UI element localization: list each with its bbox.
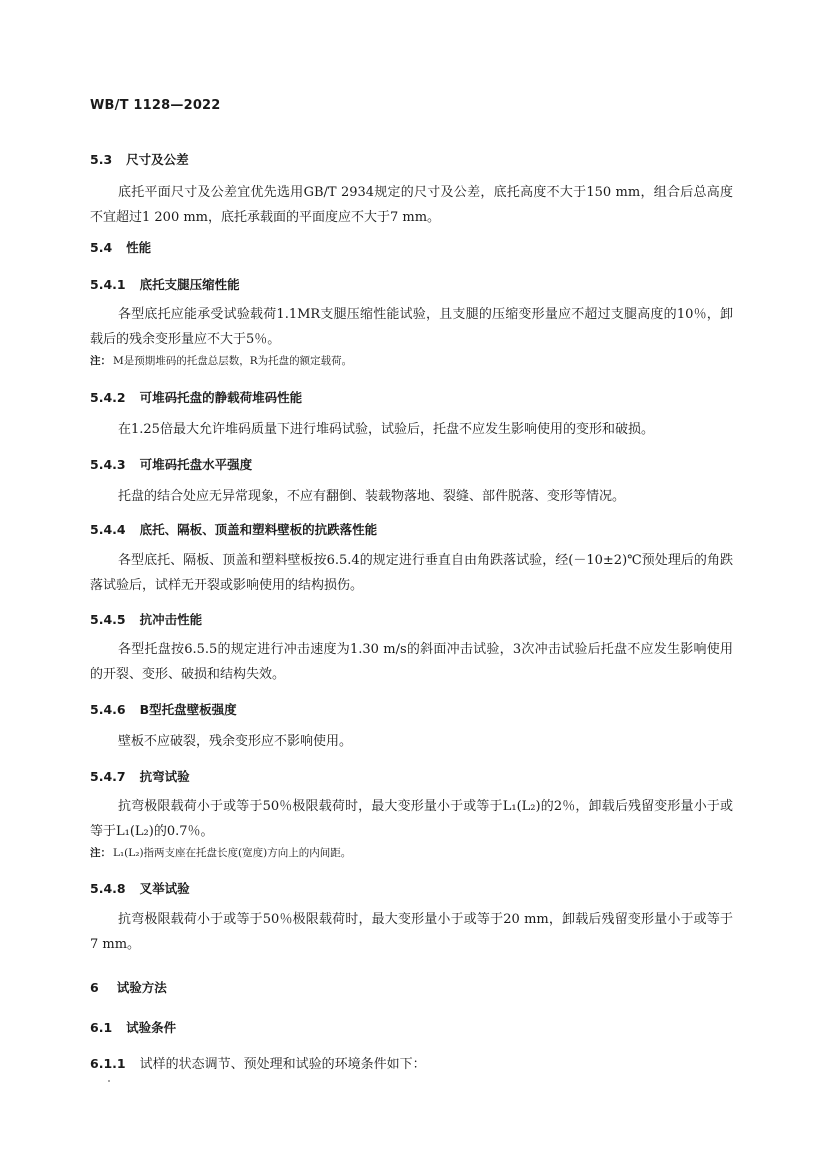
section-5-4-6-heading xyxy=(90,700,237,718)
section-number: 5.4.7 xyxy=(90,769,126,784)
section-6-heading xyxy=(90,978,167,996)
section-number: 5.4.5 xyxy=(90,612,126,627)
section-title: 底托支腿压缩性能 xyxy=(139,277,240,292)
section-title: 叉举试验 xyxy=(139,881,190,896)
section-number: 5.4.6 xyxy=(90,702,126,717)
section-5-4-3-paragraph: 托盘的结合处应无异常现象，不应有翻倒、装载物落地、裂缝、部件脱落、变形等情况。 xyxy=(118,489,626,504)
section-6-1-heading xyxy=(90,1018,176,1036)
section-5-4-1-paragraph: 各型底托应能承受试验载荷1.1MR支腿压缩性能试验，且支腿的压缩变形量应不超过支腿高度的10％，卸载后的残余变形量应不大于5％。 xyxy=(90,307,733,347)
section-title: 抗冲击性能 xyxy=(139,612,203,627)
note-label: 注： xyxy=(90,355,111,367)
section-text: 试样的状态调节、预处理和试验的环境条件如下： xyxy=(139,1057,426,1072)
section-5-4-heading xyxy=(90,238,151,256)
section-5-4-7-paragraph: 抗弯极限载荷小于或等于50％极限载荷时，最大变形量小于或等于L₁(L₂)的2％，卸载后残留变形量小于或等于L₁(L₂)的0.7％。 xyxy=(90,799,733,839)
section-5-4-8-heading xyxy=(90,879,190,897)
section-number: 5.4.3 xyxy=(90,457,126,472)
section-number: 6.1 xyxy=(90,1020,113,1035)
section-title: 可堆码托盘的静载荷堆码性能 xyxy=(139,390,303,405)
section-number: 5.4.8 xyxy=(90,881,126,896)
section-5-4-7-heading xyxy=(90,767,190,785)
section-5-3-paragraph: 底托平面尺寸及公差宜优先选用GB/T 2934规定的尺寸及公差，底托高度不大于150 mm，组合后总高度不宜超过1 200 mm，底托承载面的平面度应不大于7 mm。 xyxy=(90,185,733,225)
section-number: 6 xyxy=(90,980,99,995)
section-title: 尺寸及公差 xyxy=(126,152,189,167)
section-5-4-5-paragraph: 各型托盘按6.5.5的规定进行冲击速度为1.30 m/s的斜面冲击试验，3次冲击试验后托盘不应发生影响使用的开裂、变形、破损和结构失效。 xyxy=(90,642,733,682)
section-title: 性能 xyxy=(126,240,152,255)
note-text: M是预期堆码的托盘总层数，R为托盘的额定载荷。 xyxy=(113,355,353,367)
section-title: 可堆码托盘水平强度 xyxy=(139,457,253,472)
section-5-4-2-paragraph: 在1.25倍最大允许堆码质量下进行堆码试验，试验后，托盘不应发生影响使用的变形和破损。 xyxy=(118,422,654,437)
section-5-4-7-note xyxy=(90,845,733,861)
section-5-4-1-heading xyxy=(90,275,240,293)
section-5-4-5-heading xyxy=(90,610,202,628)
section-title: 试验条件 xyxy=(126,1020,177,1035)
section-number: 6.1.1 xyxy=(90,1056,126,1071)
section-number: 5.4.1 xyxy=(90,277,126,292)
section-5-4-1-note xyxy=(90,353,733,369)
scan-speck xyxy=(108,1080,110,1082)
section-5-4-3-heading xyxy=(90,455,252,473)
section-number: 5.3 xyxy=(90,152,113,167)
section-number: 5.4.4 xyxy=(90,522,126,537)
section-5-4-2-heading xyxy=(90,388,302,406)
section-title: 试验方法 xyxy=(116,980,167,995)
section-title: 抗弯试验 xyxy=(139,769,190,784)
section-5-4-8-paragraph: 抗弯极限载荷小于或等于50％极限载荷时，最大变形量小于或等于20 mm，卸载后残留变形量小于或等于7 mm。 xyxy=(90,912,733,952)
section-5-3-heading xyxy=(90,150,189,168)
section-6-1-1-line xyxy=(90,1053,426,1072)
section-5-4-4-paragraph: 各型底托、隔板、顶盖和塑料壁板按6.5.4的规定进行垂直自由角跌落试验，经(－10±2)℃预处理后的角跌落试验后，试样无开裂或影响使用的结构损伤。 xyxy=(90,553,733,593)
section-number: 5.4 xyxy=(90,240,113,255)
section-5-4-6-paragraph: 壁板不应破裂，残余变形应不影响使用。 xyxy=(118,734,353,749)
section-title: B型托盘壁板强度 xyxy=(139,702,237,717)
section-number: 5.4.2 xyxy=(90,390,126,405)
note-text: L₁(L₂)指两支座在托盘长度(宽度)方向上的内间距。 xyxy=(113,847,352,859)
note-label: 注： xyxy=(90,847,111,859)
standard-code-header: WB/T 1128—2022 xyxy=(90,98,221,113)
section-title: 底托、隔板、顶盖和塑料壁板的抗跌落性能 xyxy=(139,522,378,537)
section-5-4-4-heading xyxy=(90,520,377,538)
